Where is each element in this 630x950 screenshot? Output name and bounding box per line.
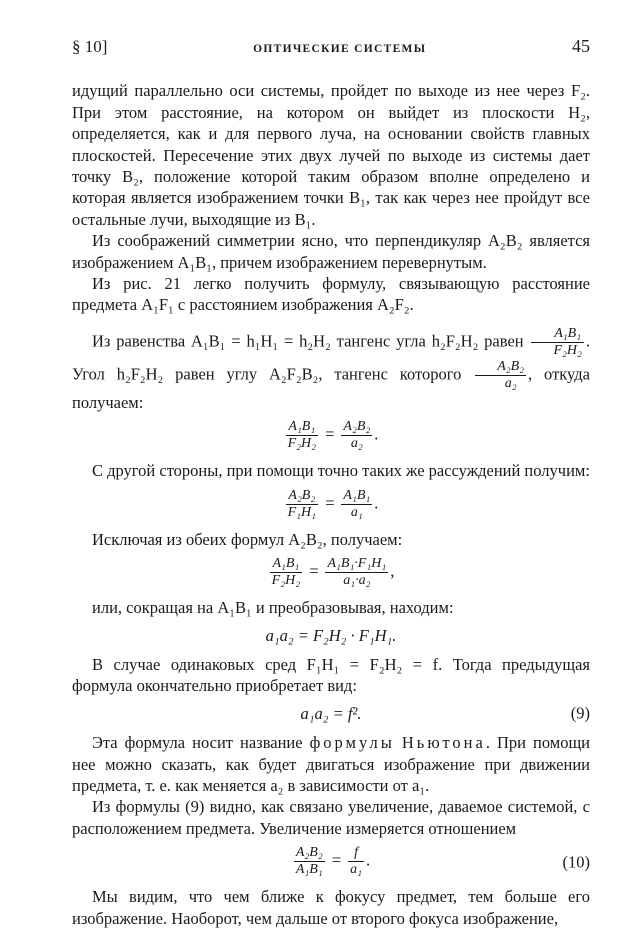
fraction-numerator: f (348, 845, 364, 862)
formula-5-text: a₁a₂ = f². (300, 703, 362, 723)
formula-1-right (341, 419, 372, 452)
fraction-denominator: a₁ (350, 862, 362, 878)
paragraph-4-part-a: Из равенства A₁B₁ = h₁H₁ = h₂H₂ тангенс угла h₂F₂H₂ равен (92, 331, 524, 351)
paragraph-9-part-a: Эта формула носит название (92, 733, 303, 753)
paragraph-3: Из рис. 21 легко получить формулу, связывающую расстояние предмета A₁F₁ с расстоянием изображения A₂F₂. (72, 274, 590, 315)
fraction-denominator: a₁·a₂ (343, 573, 371, 589)
fraction-denominator: F₂H₂ (287, 436, 317, 452)
formula-6-end: . (365, 850, 371, 870)
fraction-numerator: A₁B₁·F₁H₁ (327, 556, 387, 572)
formula-5 (72, 703, 590, 724)
formula-3-right (325, 556, 388, 589)
running-header (72, 36, 590, 60)
paragraph-4-part-c: , откуда получаем: (72, 364, 590, 412)
formula-1-left (286, 419, 318, 452)
section-marker: § 10] (72, 37, 108, 56)
fraction-numerator: A₁B₁ (270, 556, 302, 573)
fraction-denominator: a₁ (350, 504, 363, 520)
paragraph-9-part-b: . При помощи нее можно сказать, как будет двигаться изображение при движении предмета, т. е. как меняется a₂ в зависимости от a₁. (72, 733, 590, 795)
fraction-denominator: a₂ (350, 436, 363, 452)
paragraph-10: Из формулы (9) видно, как связано увеличение, даваемое системой, с расположением предмета. Увеличение измеряется отношением (72, 797, 590, 838)
formula-3: $\frac{\text{A₁B₁}}{\text{F₂H₂}}$ = $\frac{\text{A₁B₁·F₁H₁}}{\text{a₁·a₂}}$ , (271, 556, 395, 589)
formula-4 (72, 625, 590, 646)
fraction-denominator: F₁H₁ (287, 504, 317, 520)
fraction-numerator: A₂B₂ (295, 845, 323, 861)
paragraph-11: Мы видим, что чем ближе к фокусу предмет, тем больше его изображение. Наоборот, чем дальше от второго фокуса изображение, (72, 887, 590, 928)
paragraph-4-part-b: Угол h₂F₂H₂ равен углу A₂F₂B₂, тангенс которого (72, 364, 462, 384)
fraction-denominator: a₂ (504, 375, 517, 391)
fraction-numerator: A₂B₂ (286, 488, 318, 505)
page (72, 36, 590, 929)
paragraph-7: или, сокращая на A₁B₁ и преобразовывая, находим: (92, 598, 454, 618)
formula-1-end: . (374, 424, 379, 444)
fraction-numerator: A₁B₁ (343, 487, 371, 503)
equation-number-10: (10) (562, 851, 590, 871)
formula-2-end: . (374, 492, 379, 512)
paragraph-6: Исключая из обеих формул A₂B₂, получаем: (92, 529, 403, 549)
fraction-denominator: F₂H₂ (271, 573, 301, 589)
paragraph-9-spaced-2: Ньютона (401, 733, 486, 753)
fraction-numerator: A₁B₁ (531, 326, 583, 343)
fraction-denominator: F₂H₂ (553, 342, 582, 358)
inline-fraction-1-end: . (585, 331, 590, 351)
paragraph-9 (72, 732, 590, 796)
formula-3-left (270, 556, 302, 589)
fraction-denominator: A₁B₁ (295, 862, 323, 878)
inline-fraction-1 (531, 326, 583, 359)
inline-fraction-2 (475, 359, 526, 392)
formula-4-text: a₁a₂ = F₂H₂ · F₁H₁. (265, 625, 397, 645)
formula-2: $\frac{\text{A₂B₂}}{\text{F₁H₁}}$ = $\frac{\text{A₁B₁}}{\text{a₁}}$ . (287, 487, 379, 520)
equation-number-9: (9) (570, 703, 590, 723)
page-number: 45 (572, 36, 590, 56)
formula-6-right (348, 845, 364, 878)
fraction-numerator: A₁B₁ (286, 419, 318, 436)
fraction-numerator: A₂B₂ (343, 419, 371, 435)
paragraph-8: В случае одинаковых сред F₁H₁ = F₂H₂ = f. Тогда предыдущая формула окончательно приобретает вид: (72, 654, 590, 696)
running-title: ОПТИЧЕСКИЕ СИСТЕМЫ (253, 43, 427, 55)
formula-2-right (341, 488, 372, 521)
formula-6: $\frac{\text{A₂B₂}}{\text{A₁B₁}}$ = $\frac{f}{\text{a₁}}$ . (10) (295, 845, 590, 878)
formula-1: $\frac{\text{A₁B₁}}{\text{F₂H₂}}$ = $\frac{\text{A₂B₂}}{\text{a₂}}$ . (287, 419, 379, 452)
formula-6-left (294, 845, 325, 878)
paragraph-4 (72, 326, 590, 413)
paragraph-1: идущий параллельно оси системы, пройдет по выходе из нее через F₂. При этом расстояние, на котором он выйдет из плоскости H₂, определяется, как и для первого луча, на основании свойств главных плоскостей. Пересечение этих двух лучей по выходе из системы дает точку B₂, положение которой таким образом вполне определено и которая является изображением точки B₁, так как через нее пройдут все остальные лучи, выходящие из B₁. (72, 81, 590, 229)
formula-2-left (286, 488, 318, 521)
paragraph-2: Из соображений симметрии ясно, что перпендикуляр A₂B₂ является изображением A₁B₁, причем изображением перевернутым. (72, 231, 590, 272)
fraction-numerator: A₂B₂ (475, 359, 526, 376)
paragraph-5: С другой стороны, при помощи точно таких же рассуждений получим: (92, 461, 590, 481)
paragraph-9-spaced-1: формулы (309, 733, 395, 753)
formula-3-end: , (390, 561, 395, 581)
